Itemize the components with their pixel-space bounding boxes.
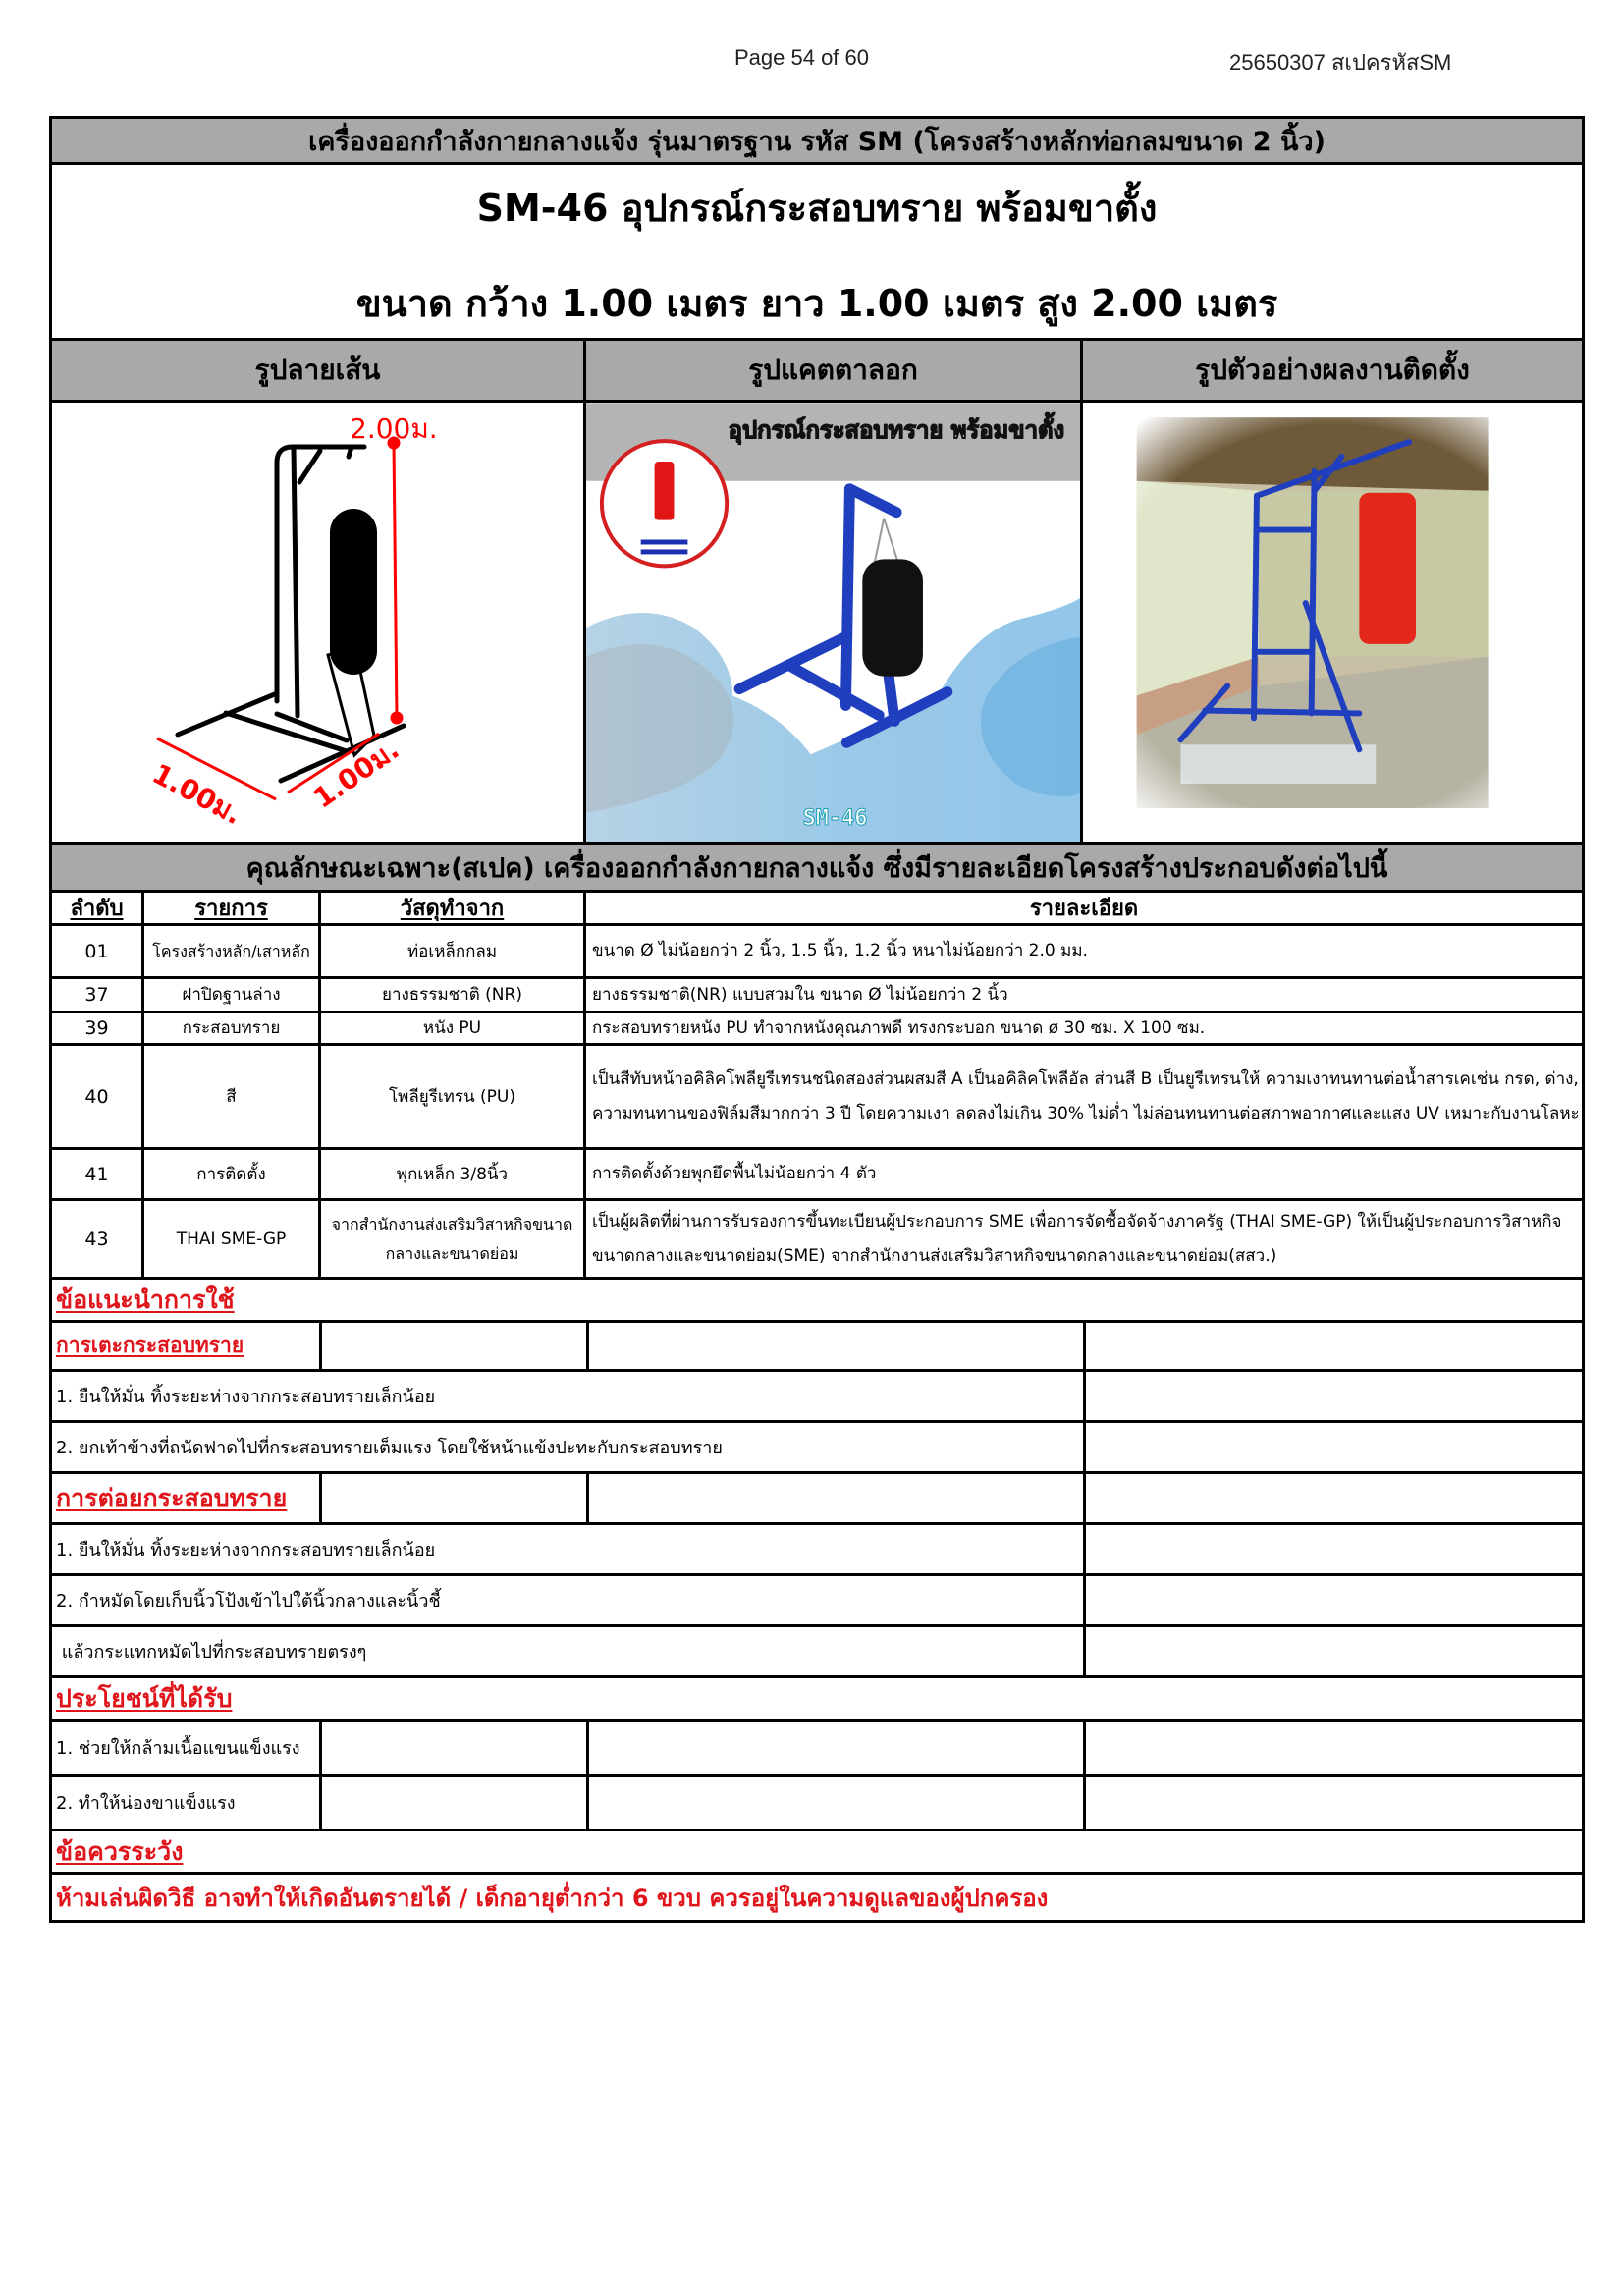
installation-photo [1080, 403, 1582, 842]
kick-step: 1. ยืนให้มั่น ทิ้งระยะห่างจากกระสอบทรายเล็กน้อย [56, 1387, 436, 1407]
punch-step-row [52, 1576, 1582, 1627]
caution-title: ข้อควรระวัง [56, 1836, 184, 1866]
punch-step: แล้วกระแทกหมัดไปที่กระสอบทรายตรงๆ [56, 1642, 367, 1663]
empty-cell [1083, 1323, 1582, 1369]
product-name: SM-46 อุปกรณ์กระสอบทราย พร้อมขาตั้ง [476, 187, 1158, 230]
column-header-detail: รายละเอียด [583, 893, 1582, 923]
catalog-image [583, 403, 1080, 842]
spec-item: ฝาปิดฐานล่าง [141, 979, 318, 1011]
page-number: Page 54 of 60 [734, 45, 870, 70]
benefit-item: 1. ช่วยให้กล้ามเนื้อแขนแข็งแรง [56, 1738, 300, 1759]
spec-no: 01 [84, 940, 109, 962]
spec-detail: การติดตั้งด้วยพุกยึดพื้นไม่น้อยกว่า 4 ตัว [583, 1150, 1582, 1198]
kick-step-row [52, 1423, 1582, 1474]
benefit-row [52, 1722, 1582, 1777]
benefits-title-row [52, 1678, 1582, 1722]
column-header-material: วัสดุทำจาก [318, 893, 583, 923]
spec-row [52, 1201, 1582, 1280]
spec-material: พุกเหล็ก 3/8นิ้ว [318, 1150, 583, 1198]
spec-item: โครงสร้างหลัก/เสาหลัก [141, 926, 318, 976]
usage-title: ข้อแนะนำการใช้ [56, 1285, 235, 1314]
empty-cell [586, 1474, 1083, 1522]
punch-step-row [52, 1627, 1582, 1678]
catalog-model-label: SM-46 [802, 805, 868, 831]
caution-title-row [52, 1831, 1582, 1875]
spec-detail: เป็นผู้ผลิตที่ผ่านการรับรองการขึ้นทะเบียนผู้ประกอบการ SME เพื่อการจัดซื้อจัดจ้างภาครัฐ (THAI SME-GP) ให้เป็นผู้ประกอบการวิสาหกิจขนาดกลางและขนาดย่อม(SME) จากสำนักงานส่งเสริมวิสาหกิจขนาดกลางและขนาดย่อม(สสว.) [583, 1201, 1582, 1277]
spec-item: THAI SME-GP [141, 1201, 318, 1277]
frame-rear-post [294, 449, 298, 716]
spec-row [52, 926, 1582, 979]
base-diagonal [277, 714, 347, 740]
height-dim-end [392, 713, 402, 723]
spec-material: ท่อเหล็กกลม [318, 926, 583, 976]
height-label: 2.00ม. [350, 411, 438, 445]
spec-detail: ยางธรรมชาติ(NR) แบบสวมใน ขนาด Ø ไม่น้อยกว่า 2 นิ้ว [583, 979, 1582, 1011]
spec-no: 37 [84, 984, 109, 1006]
benefit-item: 2. ทำให้น่องขาแข็งแรง [56, 1793, 236, 1814]
punch-step: 1. ยืนให้มั่น ทิ้งระยะห่างจากกระสอบทรายเล็กน้อย [56, 1540, 436, 1560]
page-header [0, 45, 1624, 75]
spec-row [52, 979, 1582, 1013]
spec-no: 41 [84, 1163, 109, 1185]
empty-cell [319, 1323, 586, 1369]
frame-brace [299, 451, 320, 482]
height-dimension-line [394, 443, 397, 718]
kick-title: การเตะกระสอบทราย [56, 1334, 244, 1357]
empty-cell [586, 1777, 1083, 1829]
spec-no: 40 [84, 1085, 109, 1108]
catalog-banner-title: อุปกรณ์กระสอบทราย พร้อมขาตั้ง [728, 415, 1065, 444]
spec-item: กระสอบทราย [141, 1013, 318, 1043]
images-row [52, 403, 1582, 845]
length-label: 1.00ม. [307, 732, 406, 815]
empty-cell [586, 1323, 1083, 1369]
catalog-bag-shape [862, 559, 923, 676]
line-drawing-header: รูปลายเส้น [254, 354, 381, 386]
empty-cell [1083, 1627, 1582, 1675]
empty-cell [1083, 1722, 1582, 1774]
spec-item: สี [141, 1046, 318, 1147]
empty-cell [319, 1777, 586, 1829]
install-photo-header: รูปตัวอย่างผลงานติดตั้ง [1080, 341, 1582, 400]
spec-no: 43 [84, 1228, 109, 1250]
punching-bag-shape [330, 509, 377, 675]
product-size: ขนาด กว้าง 1.00 เมตร ยาว 1.00 เมตร สูง 2.00 เมตร [355, 282, 1278, 325]
spec-material: หนัง PU [318, 1013, 583, 1043]
benefit-row [52, 1777, 1582, 1831]
spec-material: จากสำนักงานส่งเสริมวิสาหกิจขนาดกลางและขนาดย่อม [318, 1201, 583, 1277]
empty-cell [1083, 1372, 1582, 1420]
kick-title-row [52, 1323, 1582, 1372]
product-block [52, 165, 1582, 338]
spec-title: คุณลักษณะเฉพาะ(สเปค) เครื่องออกกำลังกายกลางแจ้ง ซึ่งมีรายละเอียดโครงสร้างประกอบดังต่อไปนี้ [245, 852, 1388, 884]
series-title: เครื่องออกกำลังกายกลางแจ้ง รุ่นมาตรฐาน รหัส SM (โครงสร้างหลักท่อกลมขนาด 2 นิ้ว) [308, 126, 1326, 157]
spec-row [52, 1013, 1582, 1046]
image-headers-row [52, 341, 1582, 403]
bag-hook [349, 447, 352, 457]
series-title-row [52, 119, 1582, 165]
inset-bag-icon [655, 461, 675, 519]
catalog-header: รูปแคตตาลอก [583, 341, 1080, 400]
empty-cell [319, 1474, 586, 1522]
width-label: 1.00ม. [146, 756, 247, 831]
spec-detail: กระสอบทรายหนัง PU ทำจากหนังคุณภาพดี ทรงกระบอก ขนาด ø 30 ซม. X 100 ซม. [583, 1013, 1582, 1043]
spec-material: โพลียูรีเทรน (PU) [318, 1046, 583, 1147]
spec-column-headers [52, 893, 1582, 926]
punching-bag-line-drawing [52, 403, 583, 842]
usage-title-row [52, 1280, 1582, 1323]
catalog-illustration [586, 403, 1080, 842]
spec-material: ยางธรรมชาติ (NR) [318, 979, 583, 1011]
line-drawing [52, 403, 583, 842]
spec-row [52, 1046, 1582, 1150]
column-header-item: รายการ [141, 893, 318, 923]
product-block-row [52, 165, 1582, 341]
empty-cell [1083, 1576, 1582, 1624]
empty-cell [1083, 1525, 1582, 1573]
caution-text-row [52, 1875, 1582, 1920]
empty-cell [319, 1722, 586, 1774]
empty-cell [586, 1722, 1083, 1774]
column-header-no: ลำดับ [70, 897, 124, 921]
punch-title-row [52, 1474, 1582, 1525]
spec-row [52, 1150, 1582, 1201]
empty-cell [1083, 1474, 1582, 1522]
spec-item: การติดตั้ง [141, 1150, 318, 1198]
document-code: 25650307 สเปครหัสSM [1229, 50, 1452, 75]
punch-step-row [52, 1525, 1582, 1576]
empty-cell [1083, 1423, 1582, 1471]
installation-photo-placeholder [1083, 403, 1582, 842]
punch-step: 2. กำหมัดโดยเก็บนิ้วโป้งเข้าไปใต้นิ้วกลางและนิ้วชี้ [56, 1591, 441, 1612]
spec-detail: ขนาด Ø ไม่น้อยกว่า 2 นิ้ว, 1.5 นิ้ว, 1.2 นิ้ว หนาไม่น้อยกว่า 2.0 มม. [583, 926, 1582, 976]
spec-sheet [49, 116, 1585, 1923]
benefits-title: ประโยชน์ที่ได้รับ [56, 1683, 233, 1713]
kick-step-row [52, 1372, 1582, 1423]
empty-cell [1083, 1777, 1582, 1829]
spec-detail: เป็นสีทับหน้าอคิลิคโพลียูรีเทรนชนิดสองส่วนผสมสี A เป็นอคิลิคโพลีอัล ส่วนสี B เป็นยูรีเทรนให้ ความเงาทนทานต่อน้ำสารเคเช่น กรด, ด่าง, ความทนทานของฟิล์มสีมากกว่า 3 ปี โดยความเงา ลดลงไม่เกิน 30% ไม่ด่ำ ไม่ล่อนทนทานต่อสภาพอากาศและแสง UV เหมาะกับงานโลหะ [583, 1046, 1582, 1147]
spec-no: 39 [84, 1017, 109, 1039]
caution-text: ห้ามเล่นผิดวิธี อาจทำให้เกิดอันตรายได้ / เด็กอายุต่ำกว่า 6 ขวบ ควรอยู่ในความดูแลของผู้ปกครอง [56, 1884, 1049, 1912]
punch-title: การต่อยกระสอบทราย [56, 1483, 288, 1512]
kick-step: 2. ยกเท้าข้างที่ถนัดฟาดไปที่กระสอบทรายเต็มแรง โดยใช้หน้าแข้งปะทะกับกระสอบทราย [56, 1438, 723, 1458]
spec-title-row [52, 845, 1582, 893]
